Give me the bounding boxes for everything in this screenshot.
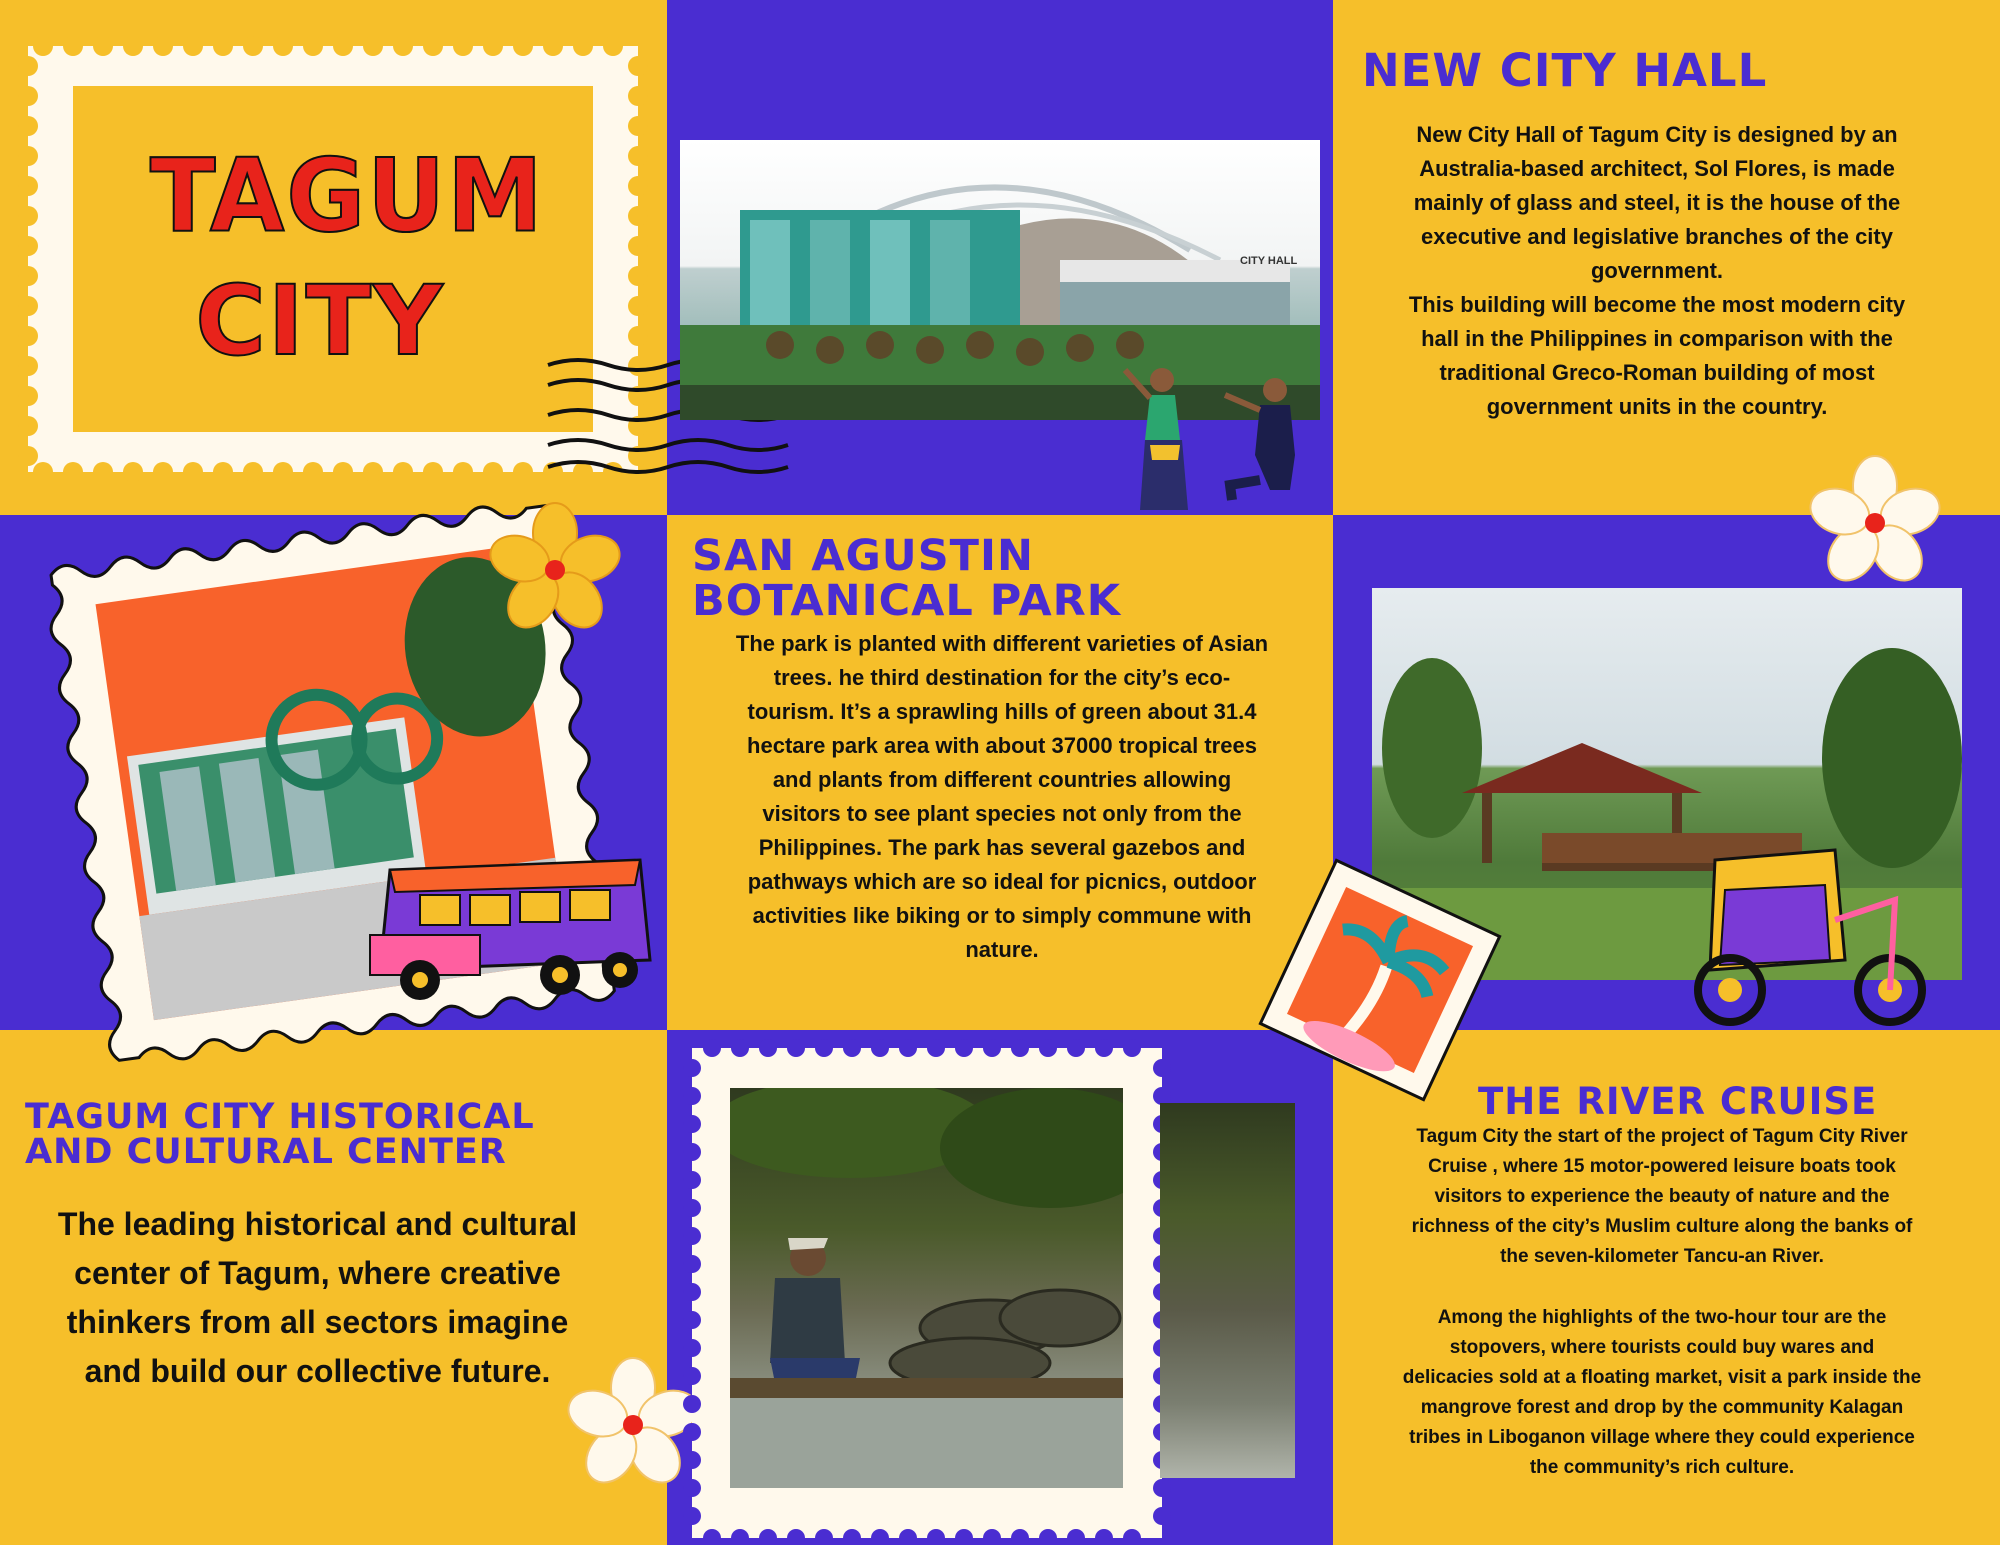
river-cruise-photo: [730, 1088, 1123, 1488]
dancers-illustration: [1120, 350, 1320, 515]
cultural-heading-line-1: TAGUM CITY HISTORICAL: [25, 1097, 535, 1137]
city-hall-paragraph-1: New City Hall of Tagum City is designed by an Australia-based architect, Sol Flores, is made mainly of glass and steel, it is the house of the executive and legislative branches of the city government.: [1413, 122, 1901, 283]
title-stamp: [28, 46, 638, 472]
river-side-strip: [1160, 1103, 1295, 1478]
palm-tree-stamp: [1255, 855, 1505, 1105]
cultural-paragraph: The leading historical and cultural center of Tagum, where creative thinkers from all sectors imagine and build our collective future.: [57, 1206, 578, 1389]
botanical-heading-line-2: BOTANICAL PARK: [692, 576, 1122, 626]
tricycle-illustration: [1685, 840, 1945, 1030]
city-hall-paragraph-2: This building will become the most modern city hall in the Philippines in comparison with the traditional Greco-Roman building of most government units in the country.: [1408, 292, 1906, 419]
flower-icon: [490, 505, 620, 635]
flower-icon: [1810, 458, 1940, 588]
river-cruise-paragraph-1: Tagum City the start of the project of Tagum City River Cruise , where 15 motor-powered leisure boats took visitors to experience the beauty of nature and the richness of the city’s Muslim culture along the banks of the seven-kilometer Tancu-an River.: [1411, 1126, 1913, 1267]
city-hall-sign: CITY HALL: [1240, 255, 1298, 267]
cultural-heading-line-2: AND CULTURAL CENTER: [25, 1132, 507, 1172]
title-line-2: CITY: [195, 265, 445, 377]
botanical-heading-line-1: SAN AGUSTIN: [692, 531, 1034, 581]
title-line-1: TAGUM: [150, 137, 545, 255]
river-cruise-paragraph-2: Among the highlights of the two-hour tour are the stopovers, where tourists could buy wares and delicacies sold at a floating market, visit a park inside the mangrove forest and drop by the community Kalagan tribes in Liboganon village where they could experience the community’s rich culture.: [1402, 1307, 1922, 1478]
flower-icon: [568, 1360, 698, 1490]
river-cruise-heading: THE RIVER CRUISE: [1478, 1080, 1878, 1123]
botanical-paragraph: The park is planted with different varieties of Asian trees. he third destination for the city’s eco-tourism. It’s a sprawling hills of green about 31.4 hectare park area with about 37000 tropical trees and plants from different countries allowing visitors to see plant species not only from the Philippines. The park has several gazebos and pathways which are so ideal for picnics, outdoor activities like biking or to simply commune with nature.: [735, 631, 1269, 962]
city-hall-heading: NEW CITY HALL: [1362, 44, 1768, 97]
jeepney-illustration: [360, 840, 660, 1010]
